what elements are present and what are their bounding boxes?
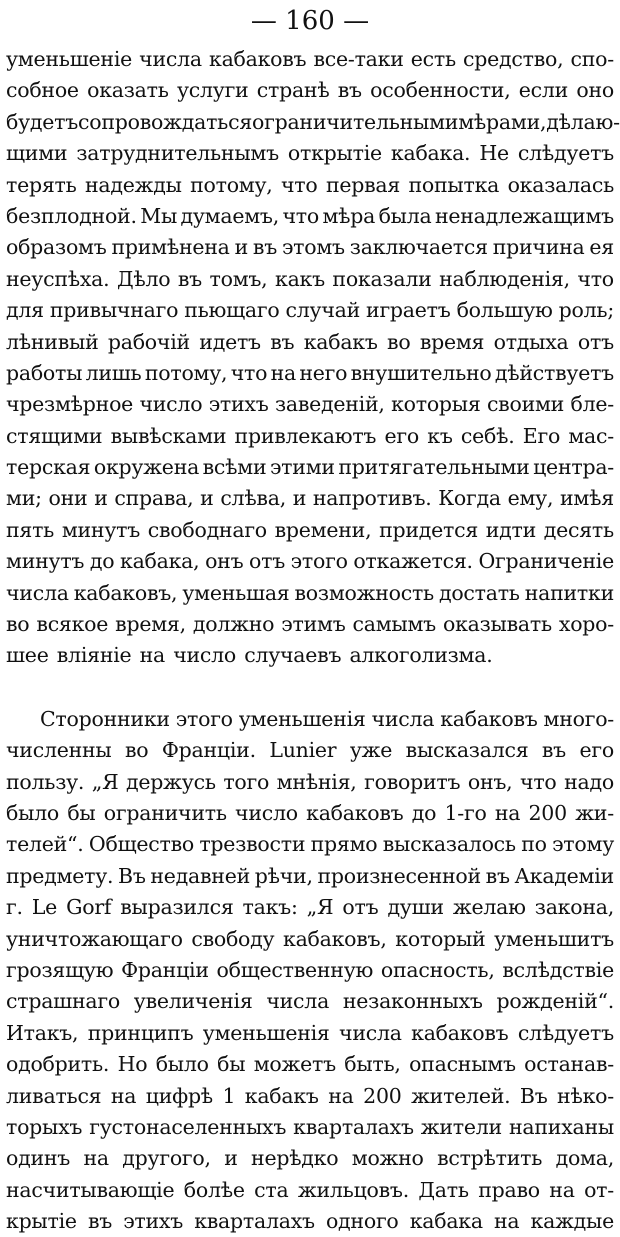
text-line: безплодной. Мы думаемъ, что мѣра была ненадлежащимъ: [6, 203, 614, 228]
text-line: неуспѣха. Дѣло въ томъ, какъ показали наблюденiя, что: [6, 266, 614, 291]
text-line: числа кабаковъ, уменьшая возможность достать напитки: [6, 580, 614, 605]
text-line: насчитывающiе болѣе ста жильцовъ. Дать право на от-: [6, 1177, 614, 1202]
paragraph-2: [6, 704, 614, 1237]
text-line: во всякое время, должно этимъ самымъ оказывать хоро-: [6, 612, 614, 637]
text-line: стящими вывѣсками привлекаютъ его къ себѣ. Его мас-: [6, 423, 614, 448]
text-line: пользу. „Я держусь того мнѣнiя, говоритъ онъ, что надо: [6, 769, 614, 794]
text-line: уничтожающаго свободу кабаковъ, который уменьшитъ: [6, 926, 614, 951]
text-line: чрезмѣрное число этихъ заведенiй, которыя своими бле-: [6, 392, 614, 417]
text-line: шее влiянiе на число случаевъ алкоголизма.: [6, 643, 493, 668]
text-line: г. Le Gorf выразился такъ: „Я отъ души желаю закона,: [6, 895, 614, 920]
text-line: было бы ограничить число кабаковъ до 1-го на 200 жи-: [6, 800, 614, 825]
text-line: ливаться на цифрѣ 1 кабакъ на 200 жителей. Въ нѣко-: [6, 1083, 614, 1108]
text-line: одинъ на другого, и нерѣдко можно встрѣтить дома,: [6, 1146, 614, 1171]
text-line: страшнаго увеличенiя числа незаконныхъ рожденiй“.: [6, 989, 614, 1014]
text-line: Итакъ, принципъ уменьшенiя числа кабаковъ слѣдуетъ: [6, 1020, 614, 1045]
text-line: крытiе въ этихъ кварталахъ одного кабака на каждые: [6, 1209, 614, 1234]
text-line: одобрить. Но было бы можетъ быть, опаснымъ останав-: [6, 1052, 614, 1077]
text-line: пять минутъ свободнаго времени, придется идти десять: [6, 517, 614, 542]
text-line: образомъ примѣнена и въ этомъ заключается причина ея: [6, 235, 614, 260]
text-line: Сторонники этого уменьшенiя числа кабаковъ много-: [40, 706, 614, 731]
text-line: уменьшенiе числа кабаковъ все-таки есть средство, спо-: [6, 47, 614, 71]
text-line: для привычнаго пьющаго случай играетъ большую роль;: [6, 298, 614, 323]
text-line: минутъ до кабака, онъ отъ этого откажется. Ограниченiе: [6, 549, 614, 574]
text-line: будетъ сопровождаться ограничительными мѣрами, дѣлаю-: [6, 109, 620, 134]
text-line: телей“. Общество трезвости прямо высказалось по этому: [6, 832, 614, 857]
text-line: терять надежды потому, что первая попытка оказалась: [6, 172, 614, 197]
text-line: ми; они и справа, и слѣва, и напротивъ. Когда ему, имѣя: [6, 486, 614, 511]
text-line: предмету. Въ недавней рѣчи, произнесенной въ Академiи: [6, 863, 614, 888]
text-line: терская окружена всѣми этими притягательными центра-: [6, 455, 614, 480]
text-line: работы лишь потому, что на него внушительно дѣйствуетъ: [6, 360, 614, 385]
text-line: торыхъ густонаселенныхъ кварталахъ жители напиханы: [6, 1114, 614, 1139]
text-line: щими затруднительнымъ открытiе кабака. Не слѣдуетъ: [6, 141, 614, 166]
paragraph-1: [6, 44, 620, 672]
text-line: лѣнивый рабочiй идетъ въ кабакъ во время отдыха отъ: [6, 329, 614, 354]
text-line: собное оказать услуги странѣ въ особенности, если оно: [6, 78, 614, 103]
text-line: численны во Францiи. Lunier уже высказался въ его: [6, 738, 614, 763]
page-number: — 160 —: [250, 6, 370, 36]
paragraph-gap: [6, 672, 614, 704]
text-line: грозящую Францiи общественную опасность, вслѣдствiе: [6, 957, 614, 982]
